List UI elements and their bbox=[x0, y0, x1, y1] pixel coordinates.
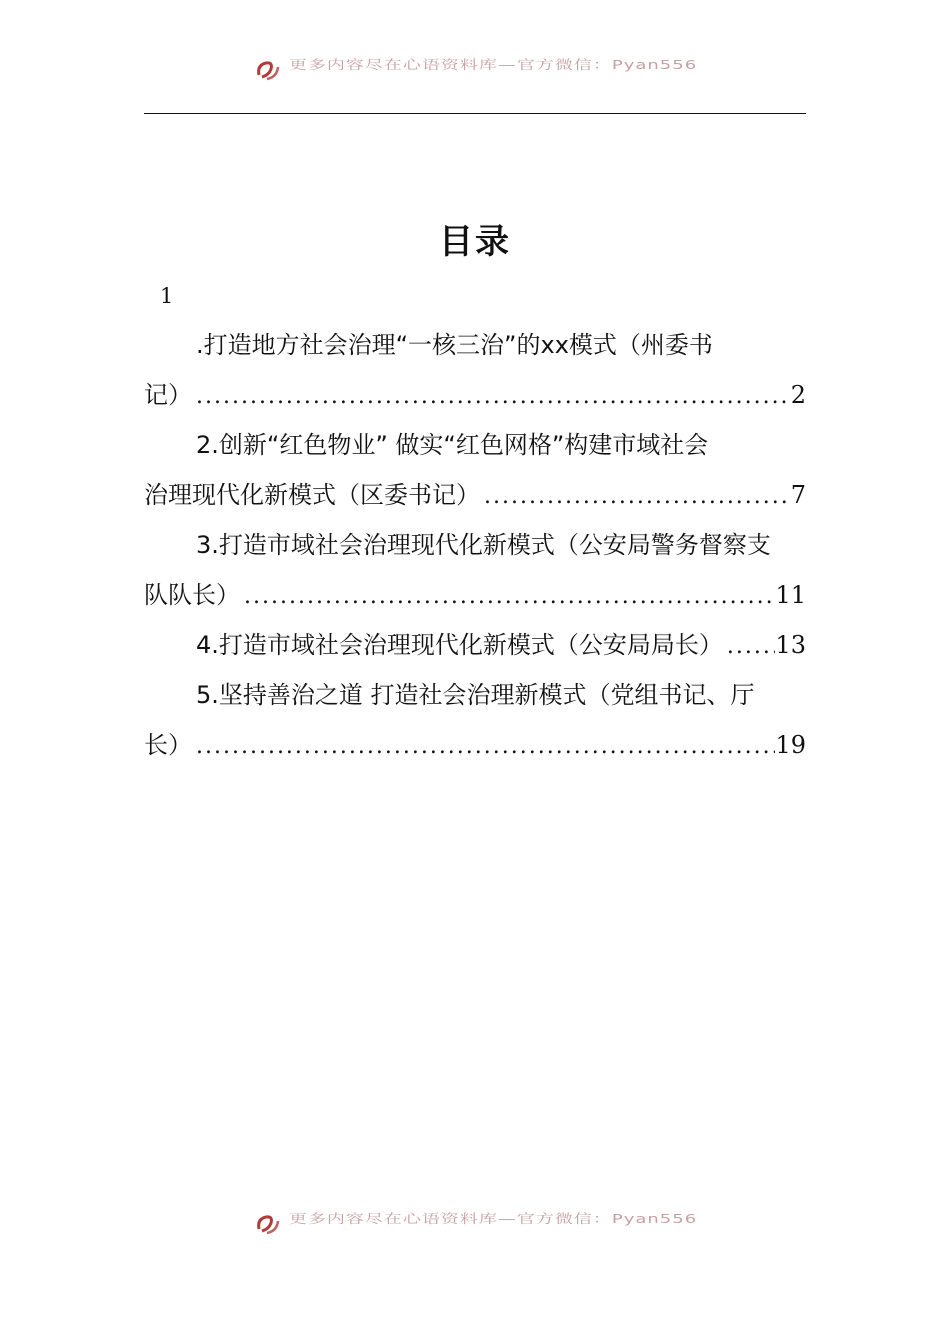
header-rule bbox=[144, 113, 806, 114]
toc-entry-4[interactable] bbox=[144, 620, 806, 670]
dot-leader bbox=[240, 572, 775, 620]
watermark-logo-icon bbox=[253, 1209, 283, 1239]
dot-leader bbox=[480, 472, 791, 520]
toc-entry-text: 2.创新“红色物业” 做实“红色网格”构建市域社会 bbox=[196, 431, 709, 459]
toc-page-number: 11 bbox=[775, 581, 806, 609]
dot-leader bbox=[192, 722, 775, 770]
footer-watermark bbox=[0, 1206, 950, 1242]
toc-entry-text-cont: 队队长） bbox=[144, 581, 240, 609]
toc-leader-line bbox=[144, 470, 806, 520]
dot-leader bbox=[192, 372, 791, 420]
watermark-text: 更多内容尽在心语资料库—官方微信：Pyan556 bbox=[288, 57, 698, 73]
toc-entry-text: 4.打造市域社会治理现代化新模式（公安局局长） bbox=[196, 631, 723, 659]
toc-page-number: 2 bbox=[790, 381, 806, 409]
toc-entry-2[interactable] bbox=[144, 420, 806, 520]
toc-page-number: 13 bbox=[775, 631, 806, 659]
toc-entry-3[interactable] bbox=[144, 520, 806, 620]
toc-entry-text-cont: 记） bbox=[144, 381, 192, 409]
toc-entry-text: 5.坚持善治之道 打造社会治理新模式（党组书记、厅 bbox=[196, 681, 755, 709]
toc-leader-line bbox=[144, 620, 806, 670]
watermark-text: 更多内容尽在心语资料库—官方微信：Pyan556 bbox=[288, 1211, 698, 1227]
toc-leader-line bbox=[144, 370, 806, 420]
watermark-logo-icon bbox=[253, 55, 283, 85]
toc-leader-line bbox=[144, 720, 806, 770]
toc-page-number: 19 bbox=[775, 731, 806, 759]
toc-list bbox=[144, 320, 806, 770]
toc-leader-line bbox=[144, 570, 806, 620]
toc-page-number: 7 bbox=[790, 481, 806, 509]
dot-leader bbox=[723, 622, 776, 670]
toc-entry-1[interactable] bbox=[144, 320, 806, 420]
toc-entry-text-cont: 治理现代化新模式（区委书记） bbox=[144, 481, 480, 509]
header-watermark bbox=[0, 52, 950, 88]
toc-title: 目录 bbox=[439, 222, 511, 262]
toc-entry-text-cont: 长） bbox=[144, 731, 192, 759]
toc-entry-text: .打造地方社会治理“一核三治”的xx模式（州委书 bbox=[196, 331, 713, 359]
toc-entry-text: 3.打造市域社会治理现代化新模式（公安局警务督察支 bbox=[196, 531, 771, 559]
toc-entry-5[interactable] bbox=[144, 670, 806, 770]
toc-first-number: 1 bbox=[160, 284, 174, 308]
